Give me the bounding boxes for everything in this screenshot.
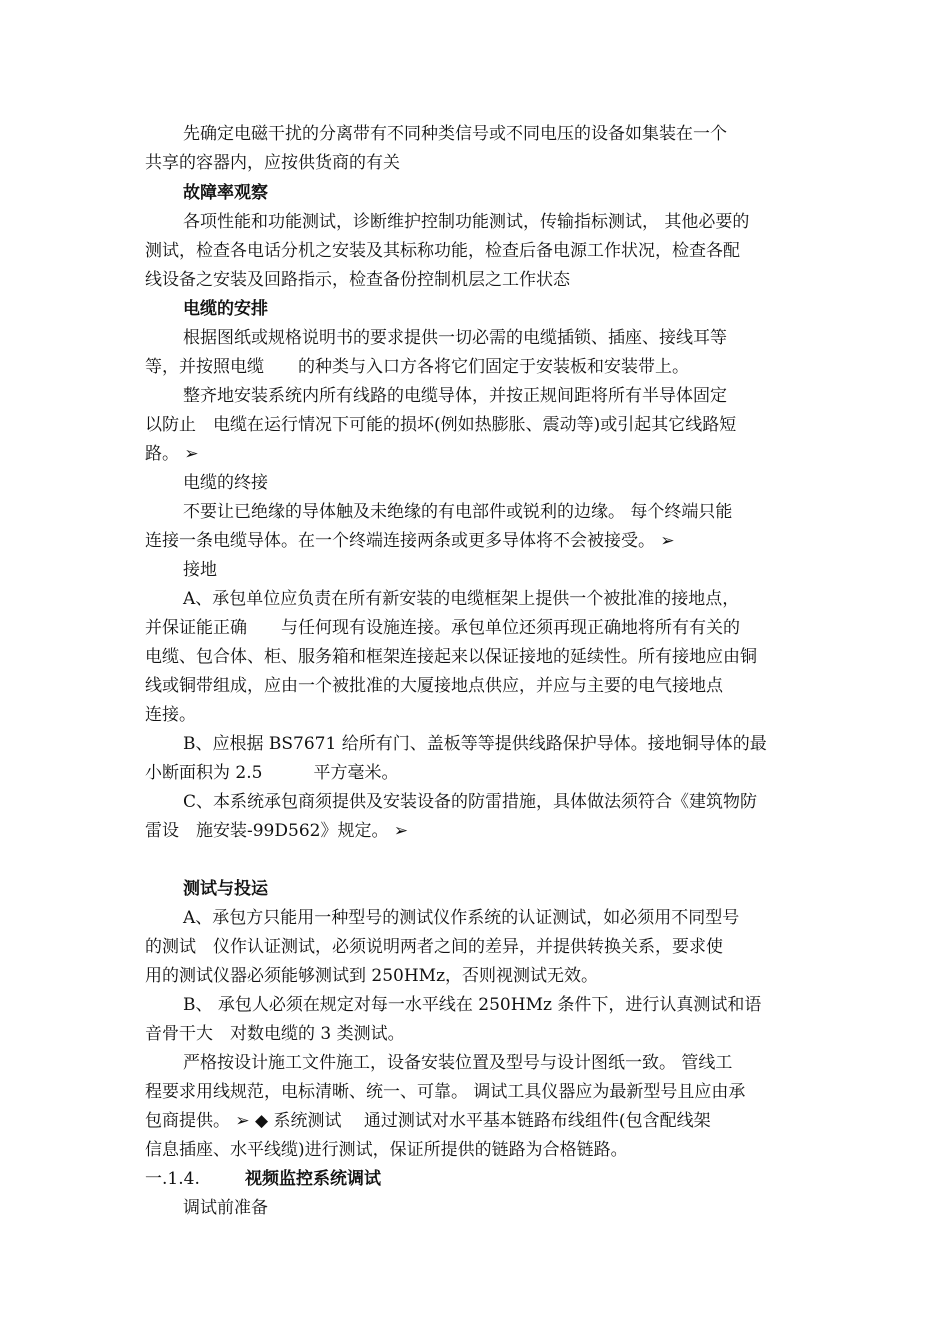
paragraph-line: 并保证能正确 与任何现有设施连接。承包单位还须再现正确地将所有有关的	[145, 618, 740, 638]
paragraph-line: 音骨干大 对数电缆的 3 类测试。	[145, 1024, 405, 1044]
paragraph-line: 信息插座、水平线缆)进行测试，保证所提供的链路为合格链路。	[145, 1140, 628, 1160]
paragraph-line: 不要让已绝缘的导体触及未绝缘的有电部件或锐利的边缘。 每个终端只能	[183, 502, 733, 522]
paragraph-line: 整齐地安装系统内所有线路的电缆导体，并按正规间距将所有半导体固定	[183, 386, 727, 406]
paragraph-line: 用的测试仪器必须能够测试到 250HMz，否则视测试无效。	[145, 966, 599, 986]
paragraph-line: 包商提供。 ➢ ◆ 系统测试 通过测试对水平基本链路布线组件(包含配线架	[145, 1111, 711, 1131]
paragraph-line: 先确定电磁干扰的分离带有不同种类信号或不同电压的设备如集装在一个	[183, 124, 727, 144]
paragraph-line: 的测试 仪作认证测试，必须说明两者之间的差异，并提供转换关系，要求使	[145, 937, 723, 957]
paragraph-line: B、 承包人必须在规定对每一水平线在 250HMz 条件下，进行认真测试和语	[183, 995, 762, 1015]
paragraph-line: 线或铜带组成，应由一个被批准的大厦接地点供应，并应与主要的电气接地点	[145, 676, 723, 696]
paragraph-line: 电缆、包合体、柜、服务箱和框架连接起来以保证接地的延续性。所有接地应由铜	[145, 647, 757, 667]
paragraph-line: 等，并按照电缆 的种类与入口方各将它们固定于安装板和安装带上。	[145, 357, 689, 377]
section-heading: 测试与投运	[183, 879, 268, 899]
section-heading: 电缆的终接	[183, 473, 268, 493]
paragraph-line: 各项性能和功能测试，诊断维护控制功能测试，传输指标测试， 其他必要的	[183, 212, 750, 232]
section-heading: 接地	[183, 560, 217, 580]
paragraph-line: 以防止 电缆在运行情况下可能的损坏(例如热膨胀、震动等)或引起其它线路短	[145, 415, 737, 435]
paragraph-line: 调试前准备	[183, 1198, 268, 1218]
paragraph-line: 连接。	[145, 705, 196, 725]
paragraph-line: 程要求用线规范，电标清晰、统一、可靠。 调试工具仪器应为最新型号且应由承	[145, 1082, 746, 1102]
paragraph-line: B、应根据 BS7671 给所有门、盖板等等提供线路保护导体。接地铜导体的最	[183, 734, 767, 754]
paragraph-line: 共享的容器内，应按供货商的有关	[145, 153, 400, 173]
section-heading: 电缆的安排	[183, 299, 268, 319]
paragraph-line: 连接一条电缆导体。在一个终端连接两条或更多导体将不会被接受。 ➢	[145, 531, 675, 551]
paragraph-line: 根据图纸或规格说明书的要求提供一切必需的电缆插锁、插座、接线耳等	[183, 328, 727, 348]
section-heading: 视频监控系统调试	[245, 1169, 381, 1189]
paragraph-line: 线设备之安装及回路指示，检查备份控制机层之工作状态	[145, 270, 570, 290]
paragraph-line: 严格按设计施工文件施工，设备安装位置及型号与设计图纸一致。 管线工	[183, 1053, 733, 1073]
paragraph-line: C、本系统承包商须提供及安装设备的防雷措施，具体做法须符合《建筑物防	[183, 792, 758, 812]
paragraph-line: A、承包方只能用一种型号的测试仪作系统的认证测试，如必须用不同型号	[183, 908, 740, 928]
paragraph-line: 小断面积为 2.5 平方毫米。	[145, 763, 399, 783]
section-heading: 故障率观察	[183, 183, 268, 203]
section-number: 一.1.4.	[145, 1169, 200, 1189]
paragraph-line: 路。 ➢	[145, 444, 199, 464]
paragraph-line: 测试，检查各电话分机之安装及其标称功能，检查后备电源工作状况，检查各配	[145, 241, 740, 261]
paragraph-line: A、承包单位应负责在所有新安装的电缆框架上提供一个被批准的接地点，	[183, 589, 740, 609]
paragraph-line: 雷设 施安装-99D562》规定。 ➢	[145, 821, 409, 841]
